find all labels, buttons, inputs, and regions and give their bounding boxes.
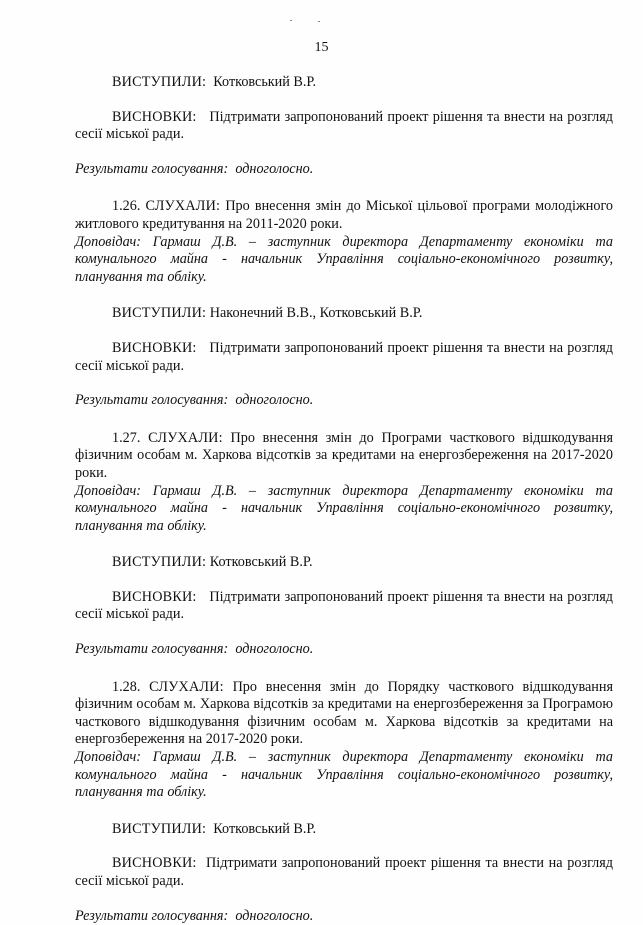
heard-paragraph <box>75 430 613 483</box>
vote-result: одноголосно. <box>235 907 314 924</box>
heard-text: Про внесення змін до Міської цільової програми молодіжного житлового кредитування на 2011-2020 роки. <box>75 198 613 232</box>
reporter-label: Доповідач: <box>75 749 141 766</box>
document-body <box>75 74 613 925</box>
scan-speck <box>290 20 292 21</box>
reporter-text: Гармаш Д.В. – заступник директора Департаменту економіки та комунального майна - начальник Управління соціально-економічного розвитку, планування та обліку. <box>75 482 613 534</box>
conclusions-paragraph <box>75 340 613 375</box>
vote-label: Результати голосування: <box>75 907 229 924</box>
reporter-text: Гармаш Д.В. – заступник директора Департаменту економіки та комунального майна - начальник Управління соціально-економічного розвитку, планування та обліку. <box>75 233 613 285</box>
scan-speck <box>318 21 320 22</box>
conclusions-text: Підтримати запропонований проект рішення та внести на розгляд сесії міської ради. <box>75 855 613 889</box>
conclusions-label: ВИСНОВКИ: <box>112 855 197 872</box>
conclusions-text: Підтримати запропонований проект рішення та внести на розгляд сесії міської ради. <box>75 588 614 623</box>
reporter-paragraph <box>75 483 613 536</box>
vote-label: Результати голосування: <box>75 641 229 658</box>
conclusions-text: Підтримати запропонований проект рішення та внести на розгляд сесії міської ради. <box>75 339 614 374</box>
conclusions-paragraph <box>75 855 613 890</box>
conclusions-text: Підтримати запропонований проект рішення та внести на розгляд сесії міської ради. <box>75 108 614 143</box>
speakers-label: ВИСТУПИЛИ: <box>112 554 207 571</box>
speakers-names: Наконечний В.В., Котковський В.Р. <box>209 305 423 322</box>
vote-result: одноголосно. <box>235 160 314 177</box>
item-number: 1.27. <box>112 429 141 446</box>
conclusions-label: ВИСНОВКИ: <box>112 108 197 125</box>
vote-paragraph <box>75 392 613 410</box>
heard-label: СЛУХАЛИ: <box>149 678 224 695</box>
speakers-names: Котковський В.Р. <box>213 820 317 837</box>
speakers-names: Котковський В.Р. <box>209 554 313 571</box>
reporter-paragraph <box>75 234 613 287</box>
vote-label: Результати голосування: <box>75 160 229 177</box>
vote-paragraph <box>75 161 613 179</box>
reporter-label: Доповідач: <box>75 482 141 499</box>
conclusions-paragraph <box>75 109 613 144</box>
speakers-paragraph <box>75 74 613 92</box>
heard-paragraph <box>75 679 613 749</box>
speakers-label: ВИСТУПИЛИ: <box>112 820 207 837</box>
item-number: 1.28. <box>112 678 141 695</box>
vote-result: одноголосно. <box>235 641 314 658</box>
item-number: 1.26. <box>112 198 141 215</box>
conclusions-label: ВИСНОВКИ: <box>112 588 197 605</box>
heard-text: Про внесення змін до Програми часткового відшкодування фізичним особам м. Харкова відсотків за кредитами на енергозбереження на 2017-2020 роки. <box>75 429 614 481</box>
heard-text: Про внесення змін до Порядку часткового відшкодування фізичним особам м. Харкова відсотків за кредитами на енергозбереження за Програмою часткового відшкодування фізичним особам м. Харкова відсотків за кредитами на енергозбереження на 2017-2020 роки. <box>75 678 614 748</box>
vote-paragraph <box>75 908 613 925</box>
heard-label: СЛУХАЛИ: <box>145 198 221 215</box>
reporter-label: Доповідач: <box>75 233 141 250</box>
conclusions-label: ВИСНОВКИ: <box>112 339 197 356</box>
reporter-text: Гармаш Д.В. – заступник директора Департаменту економіки та комунального майна - начальник Управління соціально-економічного розвитку, планування та обліку. <box>75 749 613 801</box>
vote-result: одноголосно. <box>235 392 314 409</box>
speakers-paragraph <box>75 821 613 839</box>
vote-paragraph <box>75 641 613 659</box>
reporter-paragraph <box>75 749 613 802</box>
speakers-paragraph <box>75 305 613 323</box>
heard-paragraph <box>75 198 613 233</box>
conclusions-paragraph <box>75 589 613 624</box>
speakers-names: Котковський В.Р. <box>213 74 317 90</box>
speakers-paragraph <box>75 554 613 572</box>
speakers-label: ВИСТУПИЛИ: <box>112 305 207 322</box>
heard-label: СЛУХАЛИ: <box>148 429 223 446</box>
speakers-label: ВИСТУПИЛИ: <box>112 74 207 90</box>
page-number: 15 <box>314 40 329 55</box>
vote-label: Результати голосування: <box>75 392 229 409</box>
